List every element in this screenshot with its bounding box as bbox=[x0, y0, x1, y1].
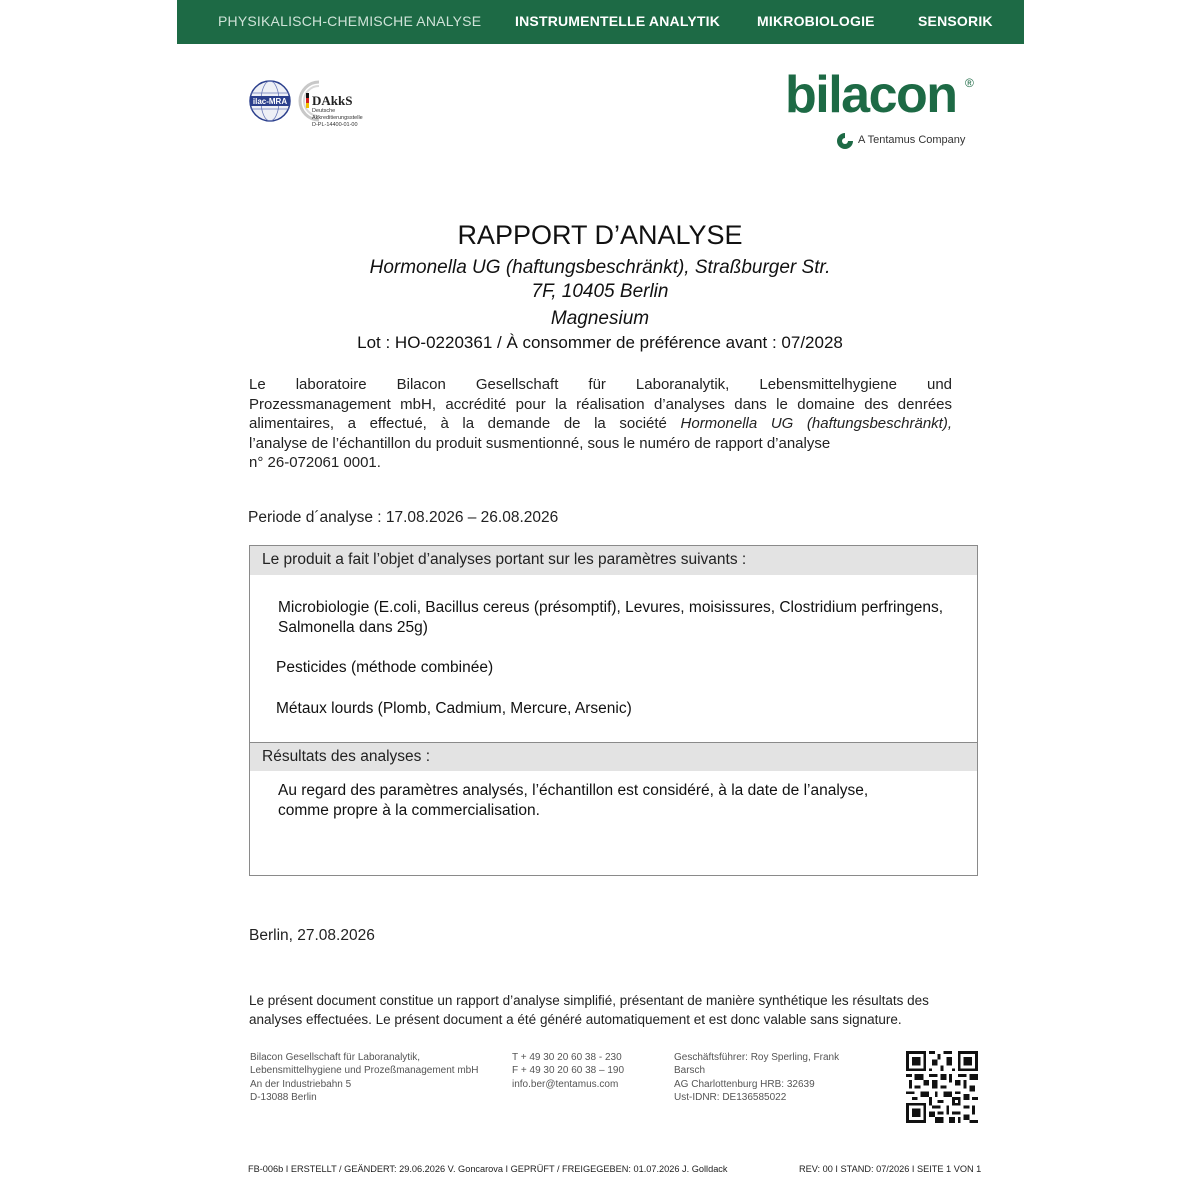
document-info: FB-006b I ERSTELLT / GEÄNDERT: 29.06.2026 V. Goncarova I GEPRÜFT / FREIGEGEBEN: 01.07.2026 J. Golldack bbox=[248, 1164, 728, 1174]
footer-phone: T + 49 30 20 60 38 - 230 bbox=[512, 1052, 622, 1063]
parameter-microbiology bbox=[278, 598, 943, 637]
analysis-box bbox=[249, 545, 978, 876]
intro-line: Prozessmanagement mbH, accrédité pour la réalisation d’analyses dans le domaine des denrées bbox=[249, 395, 952, 413]
intro-line: Le laboratoire Bilacon Gesellschaft für Laboranalytik, Lebensmittelhygiene und bbox=[249, 376, 952, 393]
parameter-line: Salmonella dans 25g) bbox=[278, 618, 428, 636]
parameter-heavy-metals: Métaux lourds (Plomb, Cadmium, Mercure, Arsenic) bbox=[276, 700, 632, 717]
results-header bbox=[250, 743, 977, 771]
intro-line bbox=[249, 414, 952, 434]
tentamus-tagline: A Tentamus Company bbox=[858, 134, 966, 146]
results-text bbox=[278, 781, 868, 820]
dakks-label: DAkkS bbox=[312, 93, 353, 108]
client-line-1: Hormonella UG (haftungsbeschränkt), Straßburger Str. bbox=[369, 257, 831, 278]
nav-item-physikalisch-chemische[interactable]: PHYSIKALISCH-CHEMISCHE ANALYSE bbox=[218, 13, 482, 29]
footer-line: D-13088 Berlin bbox=[250, 1091, 317, 1103]
footer-line: Geschäftsführer: Roy Sperling, Frank bbox=[674, 1052, 840, 1063]
ilac-label: ilac-MRA bbox=[252, 97, 288, 106]
nav-item-mikrobiologie[interactable]: MIKROBIOLOGIE bbox=[757, 13, 875, 29]
result-line: comme propre à la commercialisation. bbox=[278, 801, 540, 819]
product-name: Magnesium bbox=[550, 308, 650, 329]
footer-line: AG Charlottenburg HRB: 32639 bbox=[674, 1078, 815, 1090]
top-nav-bar bbox=[177, 0, 1024, 44]
parameter-line: Microbiologie (E.coli, Bacillus cereus (présomptif), Levures, moisissures, Clostridium perfringens, bbox=[278, 599, 944, 616]
footer-email[interactable]: info.ber@tentamus.com bbox=[512, 1078, 619, 1090]
intro-paragraph bbox=[249, 375, 952, 473]
footer-fax: F + 49 30 20 60 38 – 190 bbox=[512, 1065, 625, 1077]
nav-item-instrumentelle[interactable]: INSTRUMENTELLE ANALYTIK bbox=[515, 13, 721, 29]
intro-text: alimentaires, a effectué, à la demande de la société bbox=[249, 415, 681, 433]
dakks-line: Akkreditierungsstelle bbox=[312, 115, 363, 121]
tentamus-icon bbox=[836, 131, 854, 151]
result-line: Au regard des paramètres analysés, l’échantillon est considéré, à la date de l’analyse, bbox=[278, 782, 869, 799]
parameter-pesticides: Pesticides (méthode combinée) bbox=[276, 659, 494, 676]
revision-info: REV: 00 I STAND: 07/2026 I SEITE 1 VON 1 bbox=[799, 1164, 982, 1174]
footer-line: An der Industriebahn 5 bbox=[250, 1078, 352, 1090]
dakks-line: Deutsche bbox=[312, 108, 336, 114]
qr-code bbox=[906, 1051, 978, 1123]
footer-line: Ust-IDNR: DE136585022 bbox=[674, 1091, 787, 1103]
footer-line: Bilacon Gesellschaft für Laboranalytik, bbox=[250, 1052, 421, 1063]
analysis-period: Periode d´analyse : 17.08.2026 – 26.08.2026 bbox=[248, 509, 559, 526]
report-title: RAPPORT D’ANALYSE bbox=[457, 220, 743, 250]
registered-mark: ® bbox=[965, 76, 974, 90]
nav-item-sensorik[interactable]: SENSORIK bbox=[918, 13, 993, 29]
lot-info: Lot : HO-0220361 / À consommer de préférence avant : 07/2028 bbox=[357, 333, 843, 352]
intro-line: l’analyse de l’échantillon du produit susmentionné, sous le numéro de rapport d’analyse bbox=[249, 434, 831, 452]
footer-company bbox=[674, 1051, 839, 1104]
parameters-header bbox=[250, 546, 977, 575]
disclaimer bbox=[249, 992, 974, 1029]
dakks-subtext bbox=[312, 108, 363, 129]
client-name-italic: Hormonella UG (haftungsbeschränkt), bbox=[680, 415, 952, 433]
place-date: Berlin, 27.08.2026 bbox=[249, 927, 375, 944]
footer-contact bbox=[512, 1051, 624, 1091]
client-line-2: 7F, 10405 Berlin bbox=[531, 281, 669, 302]
footer-line: Lebensmittelhygiene und Prozeßmanagement mbH bbox=[250, 1065, 479, 1077]
results-header-text: Résultats des analyses : bbox=[262, 748, 431, 765]
parameters-header-text: Le produit a fait l’objet d’analyses portant sur les paramètres suivants : bbox=[262, 551, 747, 568]
report-number: n° 26-072061 0001. bbox=[249, 454, 381, 472]
dakks-line: D-PL-14400-01-00 bbox=[312, 122, 358, 128]
bilacon-logo: bilacon bbox=[785, 66, 957, 124]
disclaimer-line: Le présent document constitue un rapport d’analyse simplifié, présentant de manière synthétique les résultats des bbox=[249, 993, 929, 1008]
footer-address bbox=[250, 1051, 478, 1104]
footer-line: Barsch bbox=[674, 1065, 706, 1077]
disclaimer-line: analyses effectuées. Le présent document a été généré automatiquement et est donc valable sans signature. bbox=[249, 1011, 902, 1027]
ilac-mra-logo bbox=[248, 79, 292, 123]
